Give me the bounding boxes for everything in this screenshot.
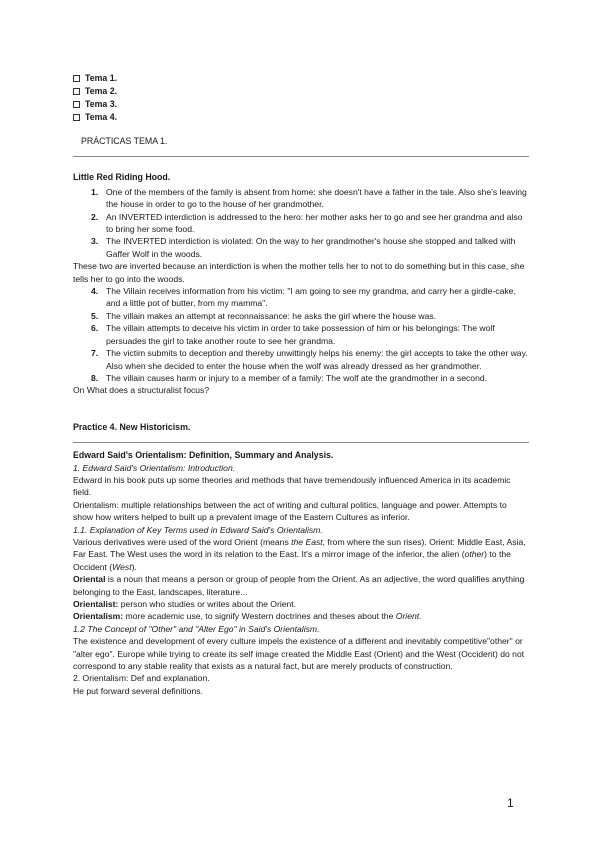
list-item: 4. The Villain receives information from his victim: "I am going to see my grandma, and carry her a girdle-cake, and a little pot of butter, from my mamma". [91, 286, 516, 309]
definition-orientalism: Orientalism: more academic use, to signify Western doctrines and theses about the Orient. [73, 611, 422, 622]
practicas-title: PRÁCTICAS TEMA 1. [81, 136, 168, 146]
checkbox-icon[interactable] [73, 88, 80, 95]
document-page [73, 72, 529, 697]
section-heading: 1. Edward Said's Orientalism: Introduction. [73, 462, 236, 473]
orientalism-subtitle: Edward Said's Orientalism: Definition, Summary and Analysis. [73, 450, 334, 461]
section-heading: 1.2 The Concept of "Other" and "Alter Ego" in Said's Orientalism. [73, 623, 320, 634]
paragraph: Orientalism: multiple relationships between the act of writing and cultural politics, language and power. Attempts to show how writers helped to built up a prevalent image of the Eastern Cultures as inferior. [73, 499, 507, 523]
todo-item[interactable]: Tema 2. [73, 85, 529, 98]
paragraph: The existence and development of every culture impels the existence of a different and inevitably competitive"other" or "alter ego". Europe while trying to create its self image created the Middle East (Orient) and the West (Occident) do not correspond to any stable reality that exists as a natural fact, but are merely products of construction. [73, 636, 525, 672]
todo-item[interactable]: Tema 4. [73, 111, 529, 124]
list-item: 3. The INVERTED interdiction is violated: On the way to her grandmother's house she stopped and talked with Gaffer Wolf in the woods. [91, 236, 516, 259]
divider [73, 156, 529, 157]
section-heading: 1.1. Explanation of Key Terms used in Edward Said's Orientalism. [73, 524, 323, 535]
page-number: 1 [507, 796, 514, 810]
list-item: 5. The villain makes an attempt at reconnaissance: he asks the girl where the house was. [91, 310, 437, 321]
definition-oriental: Oriental is a noun that means a person or group of people from the Orient. As an adjective, the word qualifies anything belonging to the East, landscapes, literature... [73, 574, 525, 597]
checkbox-icon[interactable] [73, 114, 80, 121]
list-item: 8. The villain causes harm or injury to a member of a family: The wolf ate the grandmother in a second. [91, 372, 488, 383]
functions-list-continued [73, 285, 529, 384]
list-item: 2. An INVERTED interdiction is addressed to the hero: her mother asks her to go and see her grandma and also to bring her some food. [91, 211, 523, 235]
divider [73, 442, 529, 443]
list-item: 7. The victim submits to deception and thereby unwittingly helps his enemy: the girl accepts to take the other way. Also when she decided to enter the house when the wolf was already dressed as her grandmother. [91, 348, 528, 371]
list-item: 1. One of the members of the family is absent from home: she doesn't have a father in the tale. Also she's leaving the house in order to go to the house of her grandmother. [91, 186, 527, 210]
functions-list [73, 186, 529, 260]
todo-item[interactable]: Tema 3. [73, 98, 529, 111]
todo-item[interactable]: Tema 1. [73, 72, 529, 85]
practice4-title: Practice 4. New Historicism. [73, 421, 191, 432]
todo-list [73, 72, 529, 124]
inversion-note: These two are inverted because an interdiction is when the mother tells her to not to do something but in this case, she tells her to go into the woods. [73, 261, 525, 284]
lrrh-title: Little Red Riding Hood. [73, 172, 171, 183]
section-heading: 2. Orientalism: Def and explanation. [73, 673, 210, 684]
structuralist-question: On What does a structuralist focus? [73, 385, 210, 396]
list-item: 6. The villain attempts to deceive his victim in order to take possession of him or his belongings: The wolf persuades the girl to take another route to see her grandma. [91, 323, 495, 346]
definition-orientalist: Orientalist: person who studies or writes about the Orient. [73, 599, 297, 609]
paragraph: Edward in his book puts up some theories and methods that have tremendously influenced America in its academic field. [73, 474, 511, 498]
paragraph: He put forward several definitions. [73, 685, 203, 696]
paragraph: Various derivatives were used of the word Orient (means the East, from where the sun rises). Orient: Middle East, Asia, Far East. The West uses the word in its relation to the East. It's a mirror image of the inferior, the alien (other) to the Occident (West). [73, 536, 526, 572]
checkbox-icon[interactable] [73, 101, 80, 108]
checkbox-icon[interactable] [73, 75, 80, 82]
